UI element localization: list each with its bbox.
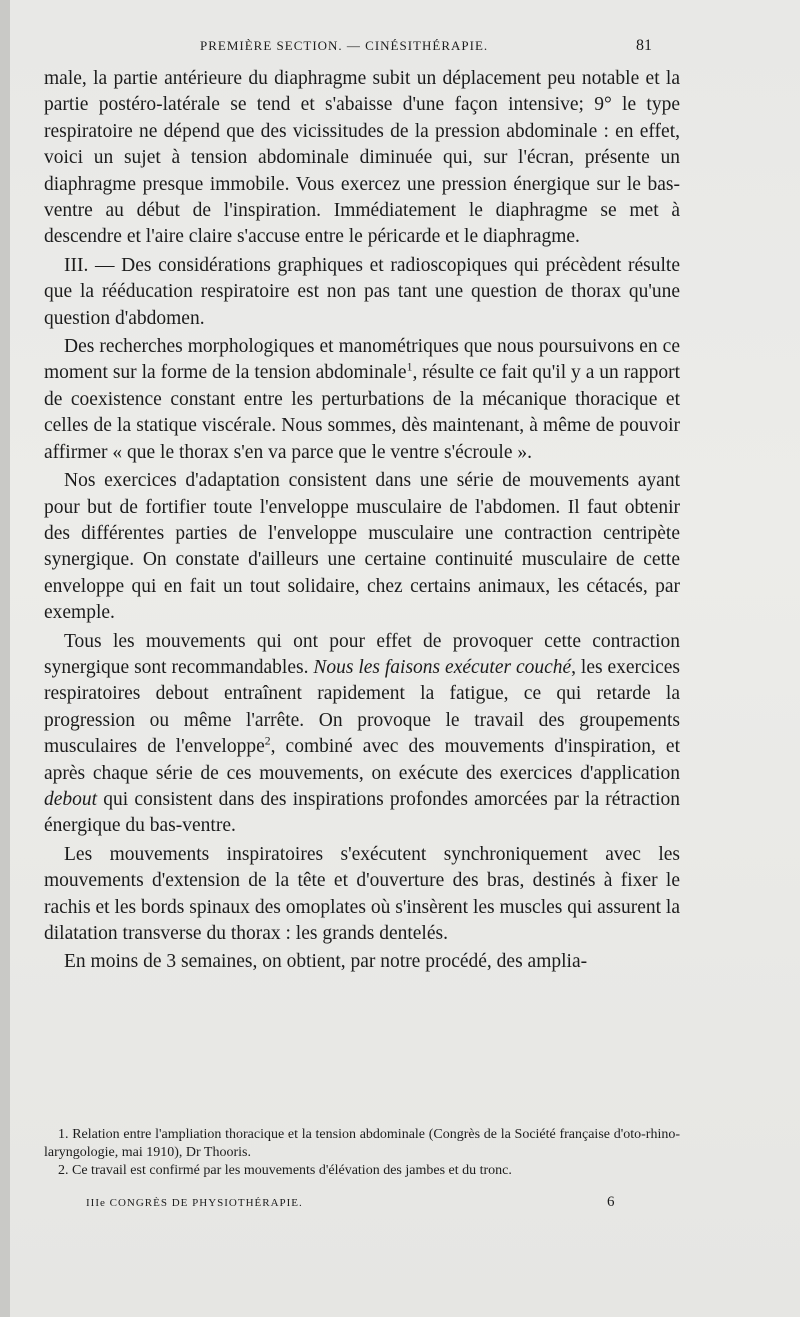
paragraph-4: Nos exercices d'adaptation consistent dans une série de mouvements ayant pour but de fortifier toute l'enveloppe musculaire de l'abdomen. Il faut obtenir des différentes parties de l'enveloppe musculaire une contraction centripète synergique. On constate d'ailleurs une certaine continuité musculaire de cette enveloppe qui en fait un tout solidaire, chez certains animaux, les cétacés, par exemple. xyxy=(44,470,680,624)
paragraph-5-italic-2: debout xyxy=(44,788,98,810)
footnote-ref-1[interactable]: 1 xyxy=(406,360,413,374)
paragraph-1: male, la partie antérieure du diaphragme subit un déplacement peu notable et la partie postéro-latérale se tend et s'abaisse d'une façon intensive; 9° le type respiratoire ne dépend que des vicissitudes de la pression abdominale : en effet, voici un sujet à tension abdominale diminuée qui, sur l'écran, présente un diaphragme presque immobile. Vous exercez une pression énergique sur le bas-ventre au début de l'inspiration. Immédiatement le diaphragme se met à descendre et l'aire claire s'accuse entre le péricarde et le diaphragme. xyxy=(44,68,680,248)
signature-number: 6 xyxy=(607,1194,615,1210)
paragraph-5-d: qui consistent dans des inspirations profondes amorcées par la rétraction énergique du bas-ventre. xyxy=(44,788,680,837)
paragraph-5-italic: Nous les faisons exécuter couché xyxy=(313,656,572,678)
running-head: PREMIÈRE SECTION. — CINÉSITHÉRAPIE. xyxy=(200,38,489,53)
footnotes xyxy=(44,1126,680,1180)
signature-mark: IIIe CONGRÈS DE PHYSIOTHÉRAPIE. xyxy=(86,1197,303,1209)
paragraph-6: Les mouvements inspiratoires s'exécutent synchroniquement avec les mouvements d'extension de la tête et d'ouverture des bras, destinés à fixer le rachis et les bords spinaux des omoplates où s'insèrent les muscles qui assurent la dilatation transverse du thorax : les grands dentelés. xyxy=(44,843,680,944)
paragraph-3-b: , résulte ce fait qu'il y a un rapport de coexistence constant entre les perturbations de la mécanique thoracique et celles de la statique viscérale. Nous sommes, dès maintenant, à même de pouvoir affirmer « que le thorax s'en va parce que le ventre s'écroule ». xyxy=(44,362,680,463)
paragraph-3 xyxy=(44,334,680,466)
footnote-2: 2. Ce travail est confirmé par les mouvements d'élévation des jambes et du tronc. xyxy=(58,1163,512,1178)
paragraph-7: En moins de 3 semaines, on obtient, par notre procédé, des amplia- xyxy=(64,951,588,973)
footnote-1: 1. Relation entre l'ampliation thoracique et la tension abdominale (Congrès de la Société française d'oto-rhino-laryngologie, mai 1910), Dr Thooris. xyxy=(44,1127,680,1160)
paragraph-5-a: Tous les mouvements qui ont pour effet de provoquer cette contraction synergique sont recommandables. xyxy=(44,630,680,678)
body-text xyxy=(44,66,680,976)
paragraph-5 xyxy=(44,629,680,840)
paragraph-5-c: , combiné avec des mouvements d'inspiration, et après chaque série de ces mouvements, on exécute des exercices d'application xyxy=(44,736,680,784)
paragraph-5-b: , les exercices respiratoires debout entraînent rapidement la fatigue, ce qui retarde la progression ou même l'arrête. On provoque le travail des groupements musculaires de l'enveloppe xyxy=(44,656,681,758)
page-number: 81 xyxy=(636,37,652,54)
footnote-ref-2[interactable]: 2 xyxy=(264,734,271,748)
page-edge-shadow xyxy=(0,0,10,1317)
paragraph-2: III. — Des considérations graphiques et radioscopiques qui précèdent résulte que la rééducation respiratoire est non pas tant une question de thorax qu'une question d'abdomen. xyxy=(44,254,680,329)
paragraph-3-a: Des recherches morphologiques et manométriques que nous poursuivons en ce moment sur la forme de la tension abdominale xyxy=(44,336,680,384)
